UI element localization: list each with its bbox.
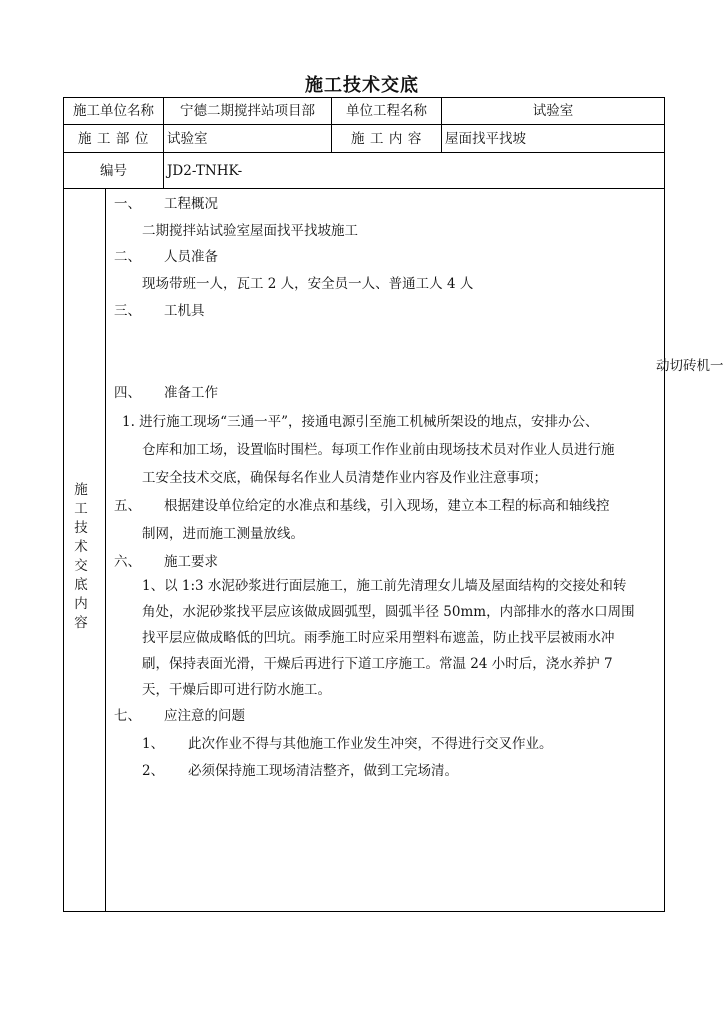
section-2-title: 人员准备 (164, 249, 218, 265)
section-7-item-1-text: 此次作业不得与其他施工作业发生冲突，不得进行交叉作业。 (188, 736, 553, 752)
section-3-title: 工机具 (164, 303, 205, 319)
section-5-line-2: 制网，进而施工测量放线。 (142, 526, 304, 542)
table-top-border (63, 97, 665, 98)
row1-bottom-border (63, 124, 665, 125)
construction-part-value: 试验室 (167, 131, 208, 147)
section-4-line-3: 工安全技术交底，确保每名作业人员清楚作业内容及作业注意事项； (142, 470, 547, 486)
project-name-value: 试验室 (532, 103, 574, 119)
number-value: JD2-TNHK- (167, 163, 243, 179)
section-2-number: 二、 (114, 249, 141, 265)
section-1-title: 工程概况 (164, 196, 218, 212)
section-3-number: 三、 (114, 303, 141, 319)
section-6-line-2: 角处，水泥砂浆找平层应该做成圆弧型，圆弧半径 50mm，内部排水的落水口周围 (142, 604, 635, 620)
unit-name-value: 宁德二期搅拌站项目部 (180, 103, 315, 119)
section-6-line-4: 刷，保持表面光滑，干燥后再进行下道工序施工。常温 24 小时后，浇水养护 7 (142, 656, 613, 672)
table-bottom-border (63, 911, 665, 912)
section-6-title: 施工要求 (164, 554, 218, 570)
section-4-number: 四、 (114, 385, 141, 401)
project-name-label: 单位工程名称 (346, 103, 427, 119)
section-7-number: 七、 (114, 708, 141, 724)
section-6-line-3: 找平层应做成略低的凹坑。雨季施工时应采用塑料布遮盖，防止找平层被雨水冲 (142, 630, 615, 646)
section-6-line-5: 天，干燥后即可进行防水施工。 (142, 682, 331, 698)
construction-content-value: 屋面找平找坡 (445, 131, 526, 147)
section-6-line-1: 1、以 1:3 水泥砂浆进行面层施工，施工前先清理女儿墙及屋面结构的交接处和转 (142, 578, 627, 594)
construction-part-label: 施 工 部 位 (77, 131, 150, 147)
section-1-text: 二期搅拌站试验室屋面找平找坡施工 (142, 223, 358, 239)
section-6-number: 六、 (114, 554, 141, 570)
section-5-line-1: 根据建设单位给定的水准点和基线，引入现场，建立本工程的标高和轴线控 (164, 498, 610, 514)
section-7-item-1-number: 1、 (142, 736, 165, 752)
section-1-number: 一、 (114, 196, 141, 212)
row2-bottom-border (63, 152, 665, 153)
section-3-overflow-text: 动切砖机一 (656, 358, 724, 374)
table-left-border (63, 97, 64, 912)
construction-content-label: 施 工 内 容 (350, 131, 423, 147)
side-content-label: 施工技术交底内容 (74, 482, 88, 631)
table-right-border (664, 97, 665, 912)
number-label: 编号 (100, 163, 127, 179)
section-4-title: 准备工作 (164, 385, 218, 401)
side-label-divider (105, 188, 106, 912)
row3-bottom-border (63, 188, 665, 189)
section-5-number: 五、 (114, 498, 141, 514)
section-7-title: 应注意的问题 (164, 708, 245, 724)
section-4-line-2: 仓库和加工场，设置临时围栏。每项工作作业前由现场技术员对作业人员进行施 (142, 442, 615, 458)
unit-name-label: 施工单位名称 (73, 103, 154, 119)
section-2-text: 现场带班一人，瓦工 2 人，安全员一人、普通工人 4 人 (142, 276, 474, 292)
section-4-line-1: 1. 进行施工现场“三通一平”，接通电源引至施工机械所架设的地点，安排办公、 (122, 414, 599, 430)
section-7-item-2-text: 必须保持施工现场清洁整齐，做到工完场清。 (188, 763, 458, 779)
section-7-item-2-number: 2、 (142, 763, 165, 779)
document-title: 施工技术交底 (305, 75, 419, 96)
